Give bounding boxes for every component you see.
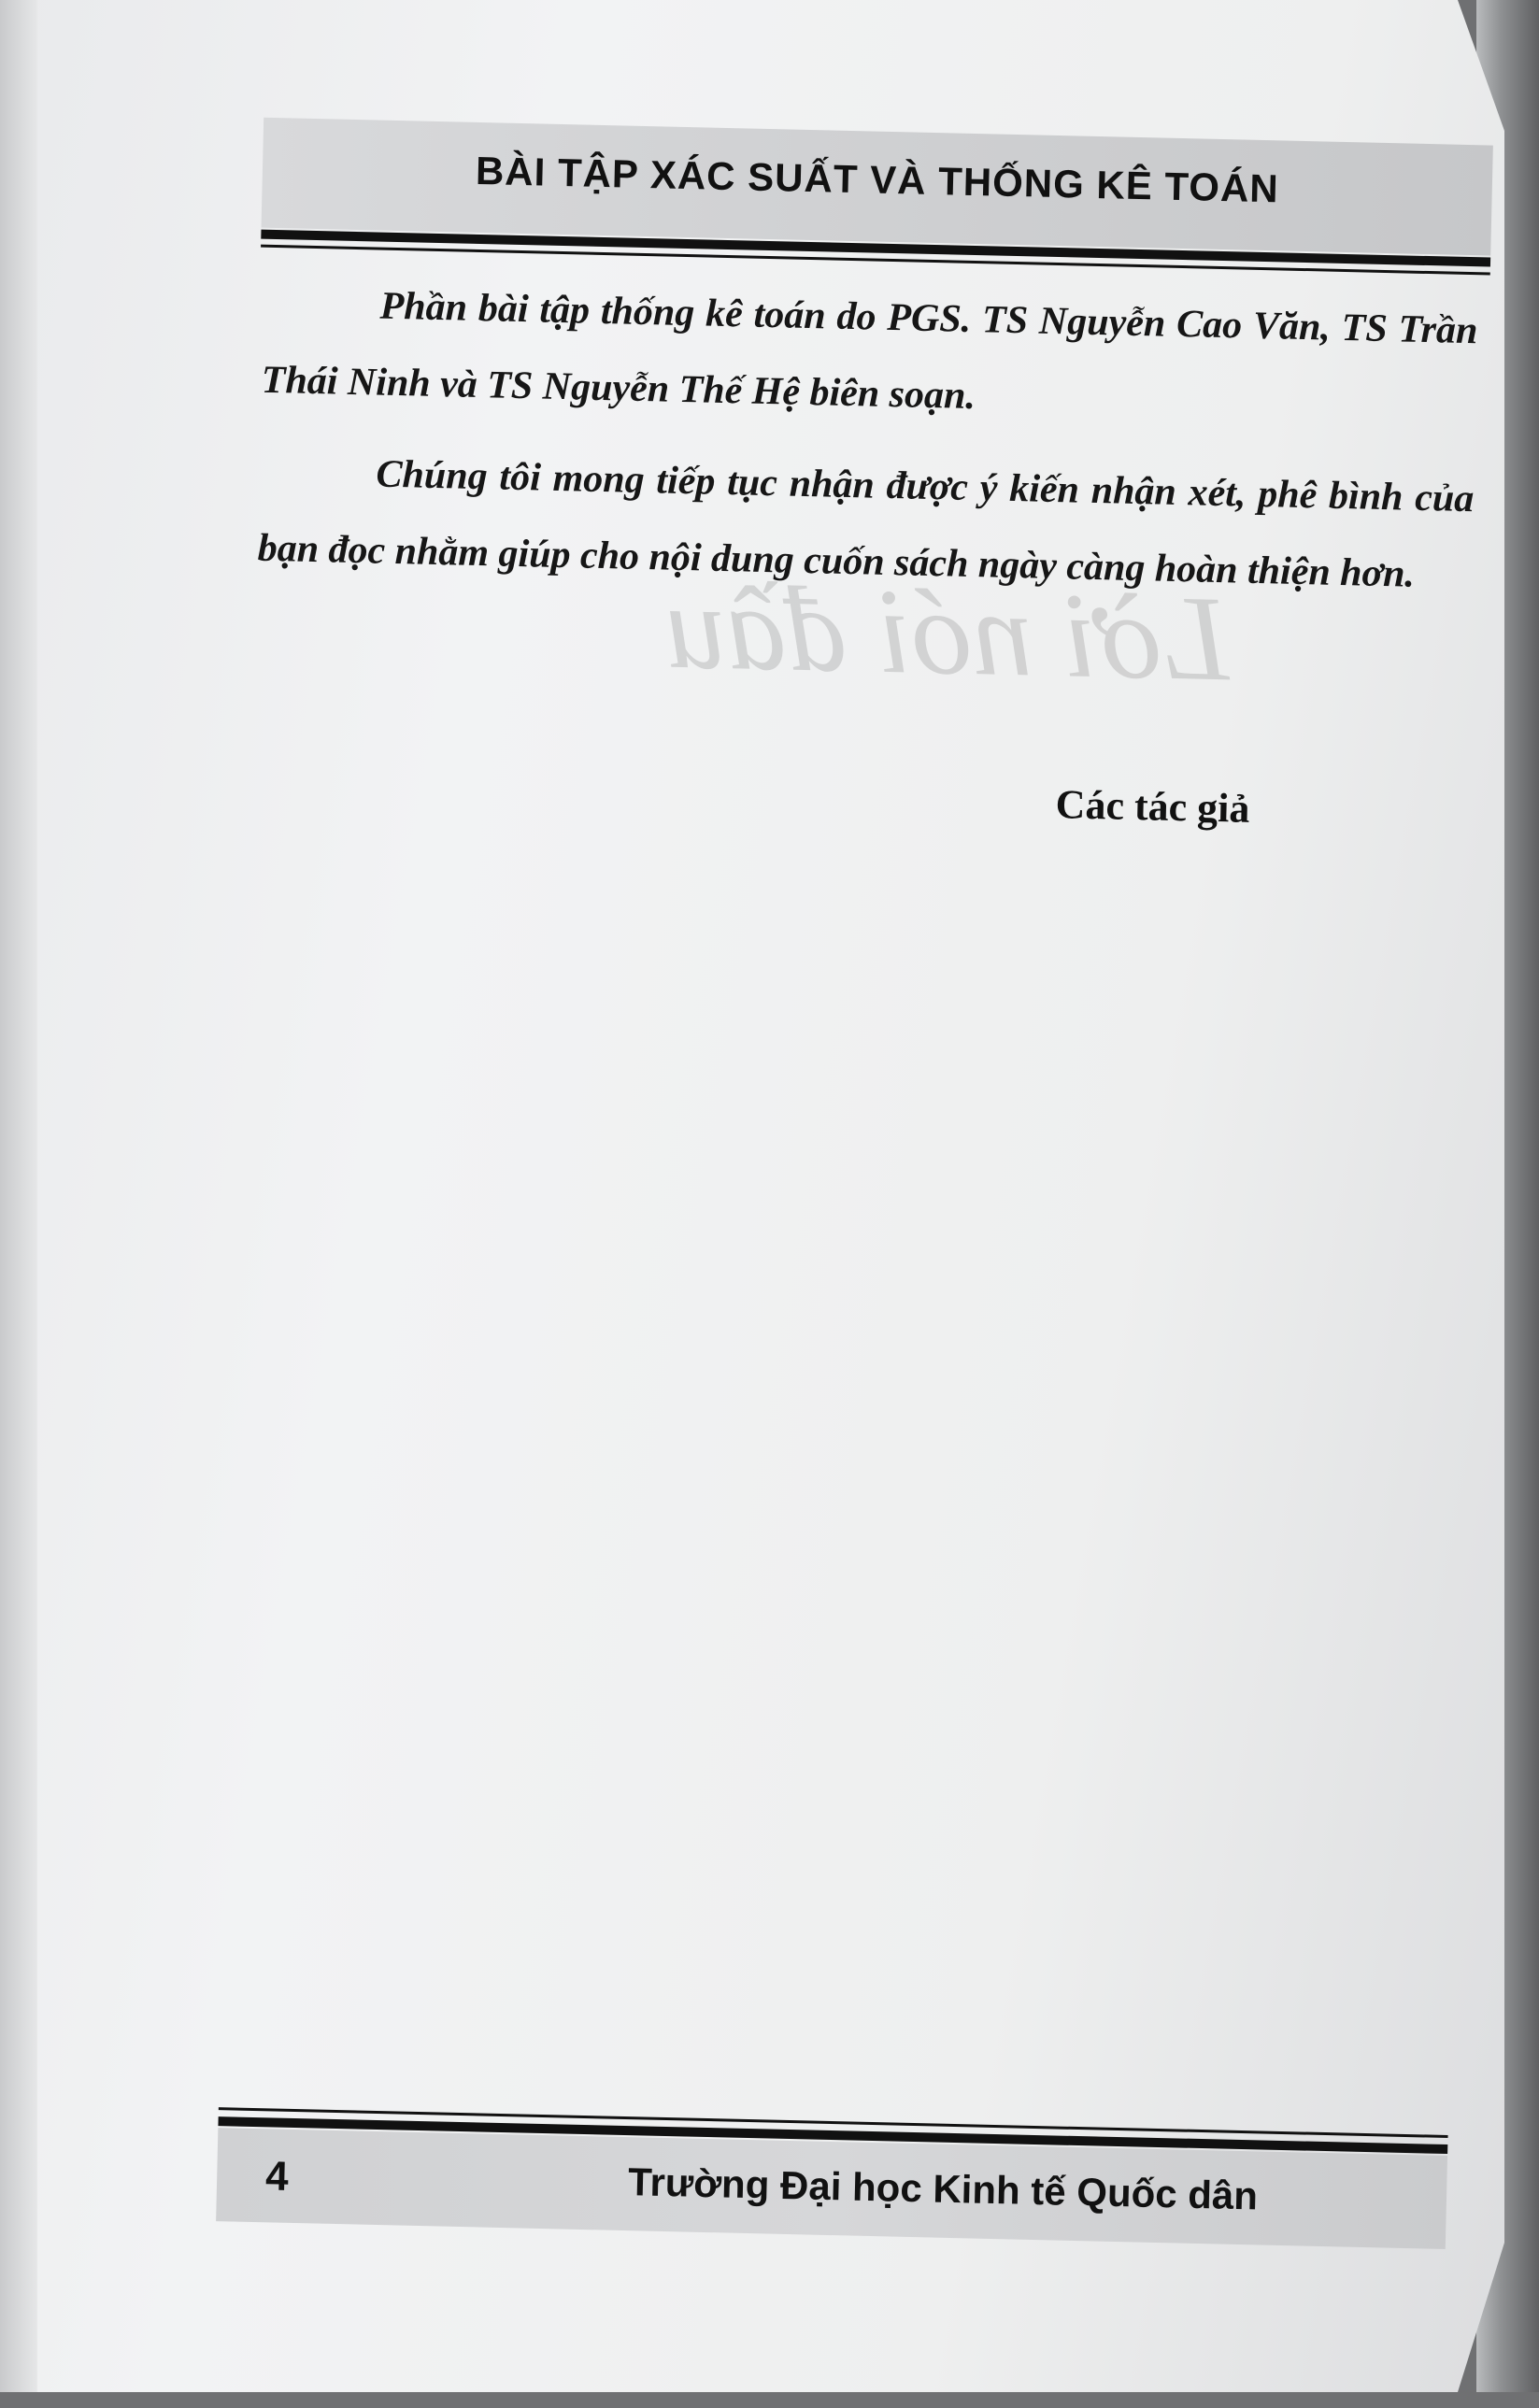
- header-title: BÀI TẬP XÁC SUẤT VÀ THỐNG KÊ TOÁN: [475, 148, 1280, 211]
- running-footer: [215, 2107, 1447, 2275]
- show-through-title: Lời nói đầu: [663, 559, 1232, 707]
- footer-institution: Trường Đại học Kinh tế Quốc dân: [627, 2159, 1259, 2218]
- paragraph-1: [261, 265, 1478, 446]
- page-number: 4: [264, 2153, 290, 2200]
- paragraph-2: [257, 434, 1475, 614]
- paragraph-1-text: Phần bài tập thống kê toán do PGS. TS Nguyễn Cao Văn, TS Trần Thái Ninh và TS Nguyễn Thế Hệ biên soạn.: [261, 284, 1478, 419]
- signature: Các tác giả: [1055, 781, 1250, 832]
- running-header: [261, 118, 1493, 291]
- paragraph-2-text: Chúng tôi mong tiếp tục nhận được ý kiến nhận xét, phê bình của bạn đọc nhằm giúp cho nội dung cuốn sách ngày càng hoàn thiện hơn.: [257, 452, 1475, 596]
